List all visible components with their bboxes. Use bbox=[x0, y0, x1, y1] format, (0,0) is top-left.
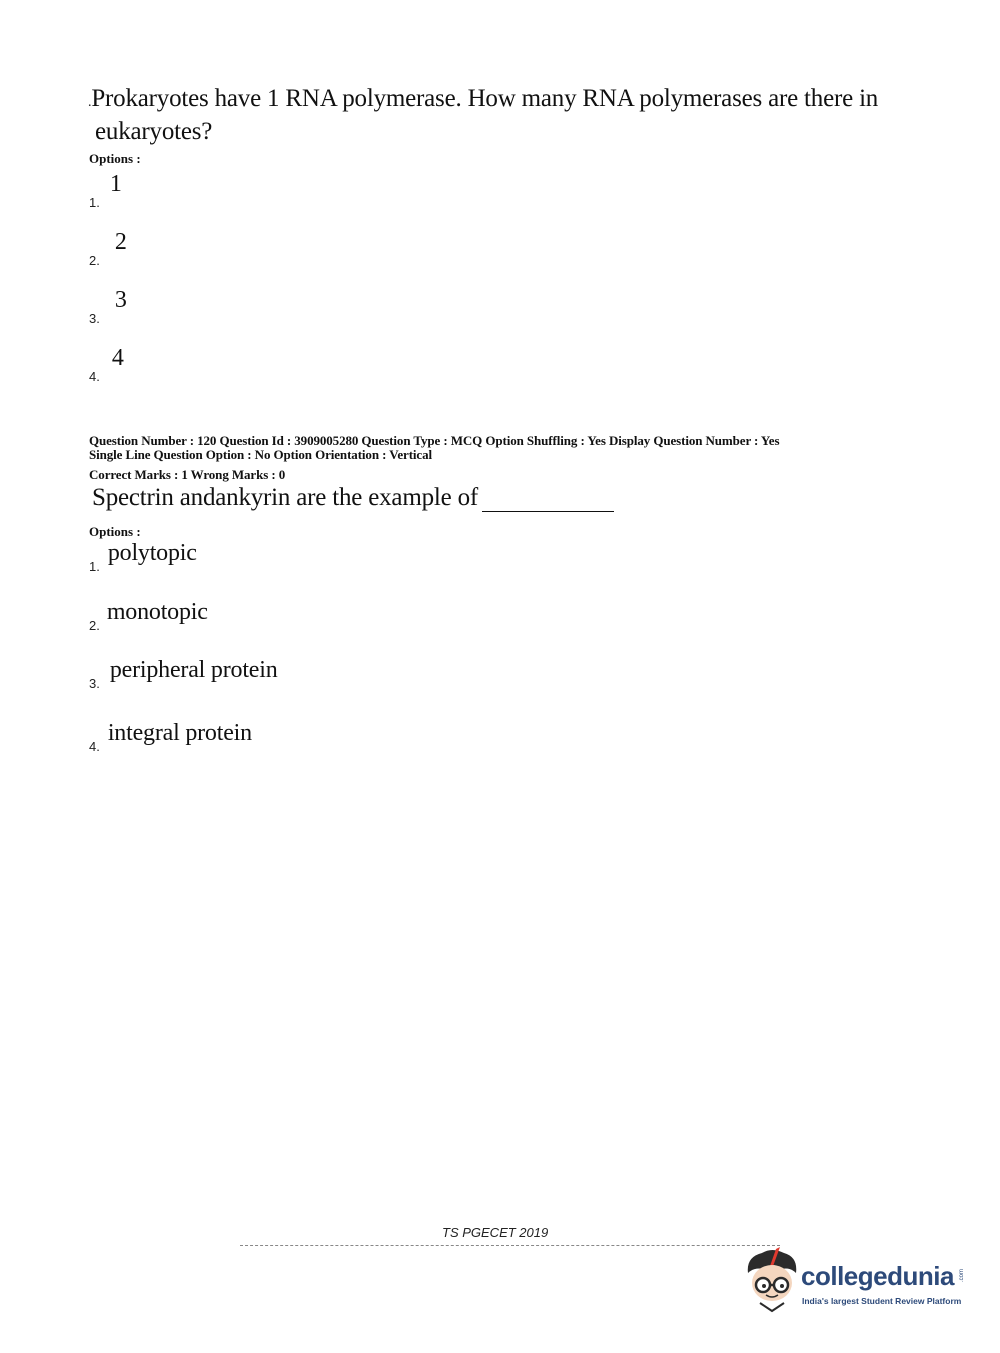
option-text: polytopic bbox=[107, 540, 197, 566]
question-1-text bbox=[88, 84, 878, 146]
question-2-option-1[interactable] bbox=[89, 540, 197, 574]
question-2-option-2[interactable] bbox=[89, 599, 208, 633]
question-1-option-2[interactable] bbox=[89, 229, 127, 268]
option-number: 3. bbox=[89, 676, 100, 691]
question-2-meta-line-1: Question Number : 120 Question Id : 3909005280 Question Type : MCQ Option Shuffling : Yes Display Question Number : Yes bbox=[89, 433, 780, 448]
footer-exam-title: TS PGECET 2019 bbox=[442, 1225, 549, 1240]
question-1-options-label: Options : bbox=[89, 151, 141, 166]
mascot-icon bbox=[742, 1247, 802, 1315]
question-2-text bbox=[92, 483, 614, 512]
question-2-option-3[interactable] bbox=[89, 657, 278, 691]
option-text: peripheral protein bbox=[109, 657, 278, 683]
option-text: 1 bbox=[109, 171, 122, 197]
option-text: monotopic bbox=[106, 599, 208, 625]
option-number: 4. bbox=[89, 739, 100, 754]
fill-in-blank bbox=[482, 489, 614, 512]
question-2-meta-line-2: Single Line Question Option : No Option Orientation : Vertical bbox=[89, 447, 433, 462]
question-1-bullet: . bbox=[88, 95, 92, 110]
option-number: 3. bbox=[89, 311, 100, 326]
option-text: 2 bbox=[114, 229, 127, 255]
logo-tagline: India's largest Student Review Platform bbox=[802, 1296, 962, 1306]
question-1-line-1: Prokaryotes have 1 RNA polymerase. How many RNA polymerases are there in bbox=[91, 85, 879, 112]
logo-wordmark: collegedunia bbox=[801, 1261, 954, 1291]
collegedunia-logo[interactable] bbox=[742, 1247, 967, 1317]
question-1-option-1[interactable] bbox=[89, 171, 122, 210]
option-text: 4 bbox=[111, 345, 124, 371]
option-text: 3 bbox=[114, 287, 127, 313]
option-number: 2. bbox=[89, 253, 100, 268]
option-number: 2. bbox=[89, 618, 100, 633]
question-2-statement: Spectrin andankyrin are the example of bbox=[92, 484, 478, 511]
option-number: 1. bbox=[89, 195, 100, 210]
question-1-option-4[interactable] bbox=[89, 345, 124, 384]
question-2-option-4[interactable] bbox=[89, 720, 252, 754]
option-text: integral protein bbox=[107, 720, 252, 746]
question-2-marks-line: Correct Marks : 1 Wrong Marks : 0 bbox=[89, 467, 286, 482]
option-number: 4. bbox=[89, 369, 100, 384]
option-number: 1. bbox=[89, 559, 100, 574]
footer-divider bbox=[240, 1245, 780, 1246]
logo-suffix: .com bbox=[959, 1269, 965, 1283]
question-1-line-2: eukaryotes? bbox=[95, 118, 213, 145]
question-2-options-label: Options : bbox=[89, 524, 141, 539]
question-1-option-3[interactable] bbox=[89, 287, 127, 326]
